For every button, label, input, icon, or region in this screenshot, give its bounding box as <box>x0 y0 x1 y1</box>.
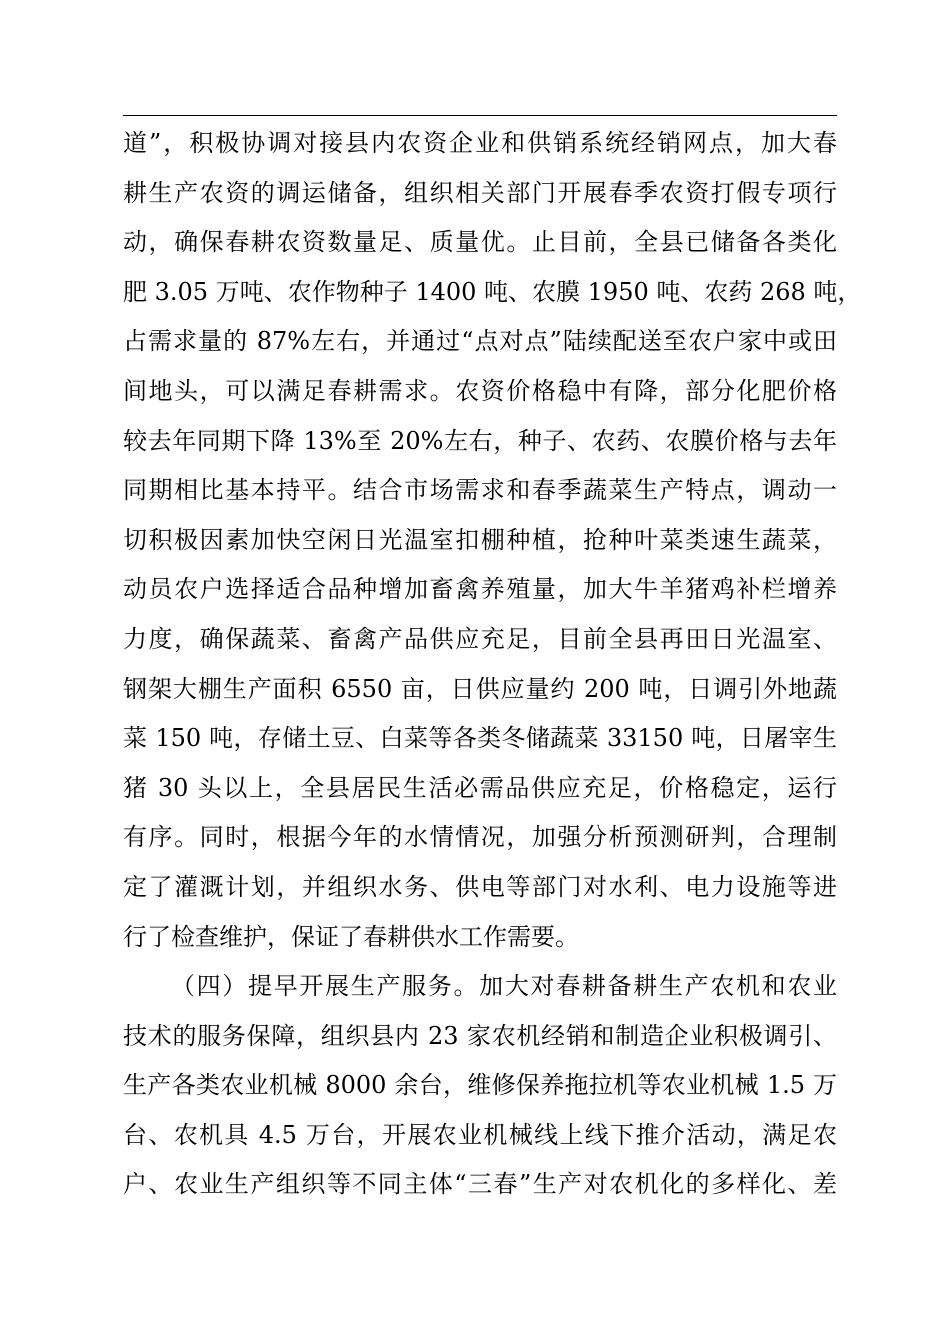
text-line: 力度，确保蔬菜、畜禽产品供应充足，目前全县再田日光温室、 <box>123 624 837 653</box>
header-rule <box>123 115 837 116</box>
text-line: 肥 3.05 万吨、农作物种子 1400 吨、农膜 1950 吨、农药 268 吨， <box>123 277 862 306</box>
text-line: 台、农机具 4.5 万台，开展农业机械线上线下推介活动，满足农 <box>123 1120 837 1149</box>
text-line: （四）提早开展生产服务。加大对春耕备耕生产农机和农业 <box>171 972 837 1001</box>
text-line: 同期相比基本持平。结合市场需求和春季蔬菜生产特点，调动一 <box>123 476 837 505</box>
text-line: 道”，积极协调对接县内农资企业和供销系统经销网点，加大春 <box>123 129 837 157</box>
text-line: 定了灌溉计划，并组织水务、供电等部门对水利、电力设施等进 <box>123 872 837 901</box>
text-line: 有序。同时，根据今年的水情情况，加强分析预测研判，合理制 <box>123 823 837 852</box>
document-body <box>123 119 862 1210</box>
text-line: 较去年同期下降 13%至 20%左右，种子、农药、农膜价格与去年 <box>123 426 837 455</box>
text-line: 猪 30 头以上，全县居民生活必需品供应充足，价格稳定，运行 <box>123 773 837 802</box>
text-line: 菜 150 吨，存储土豆、白菜等各类冬储蔬菜 33150 吨，日屠宰生 <box>123 724 837 753</box>
paragraph-2 <box>123 962 837 1210</box>
text-line: 间地头，可以满足春耕需求。农资价格稳中有降，部分化肥价格 <box>123 376 837 405</box>
text-line: 耕生产农资的调运储备，组织相关部门开展春季农资打假专项行 <box>123 178 837 207</box>
text-line: 动，确保春耕农资数量足、质量优。止目前，全县已储备各类化 <box>123 228 837 257</box>
text-line: 行了检查维护，保证了春耕供水工作需要。 <box>123 922 579 951</box>
text-line: 占需求量的 87%左右，并通过“点对点”陆续配送至农户家中或田 <box>123 327 837 356</box>
text-line: 切积极因素加快空闲日光温室扣棚种植，抢种叶菜类速生蔬菜， <box>123 525 837 554</box>
text-line: 生产各类农业机械 8000 余台，维修保养拖拉机等农业机械 1.5 万 <box>123 1071 837 1100</box>
text-line: 技术的服务保障，组织县内 23 家农机经销和制造企业积极调引、 <box>123 1021 837 1050</box>
text-line: 户、农业生产组织等不同主体“三春”生产对农机化的多样化、差 <box>123 1170 837 1199</box>
text-line: 钢架大棚生产面积 6550 亩，日供应量约 200 吨，日调引外地蔬 <box>123 674 837 703</box>
paragraph-1 <box>123 119 862 962</box>
text-line: 动员农户选择适合品种增加畜禽养殖量，加大牛羊猪鸡补栏增养 <box>123 575 837 604</box>
